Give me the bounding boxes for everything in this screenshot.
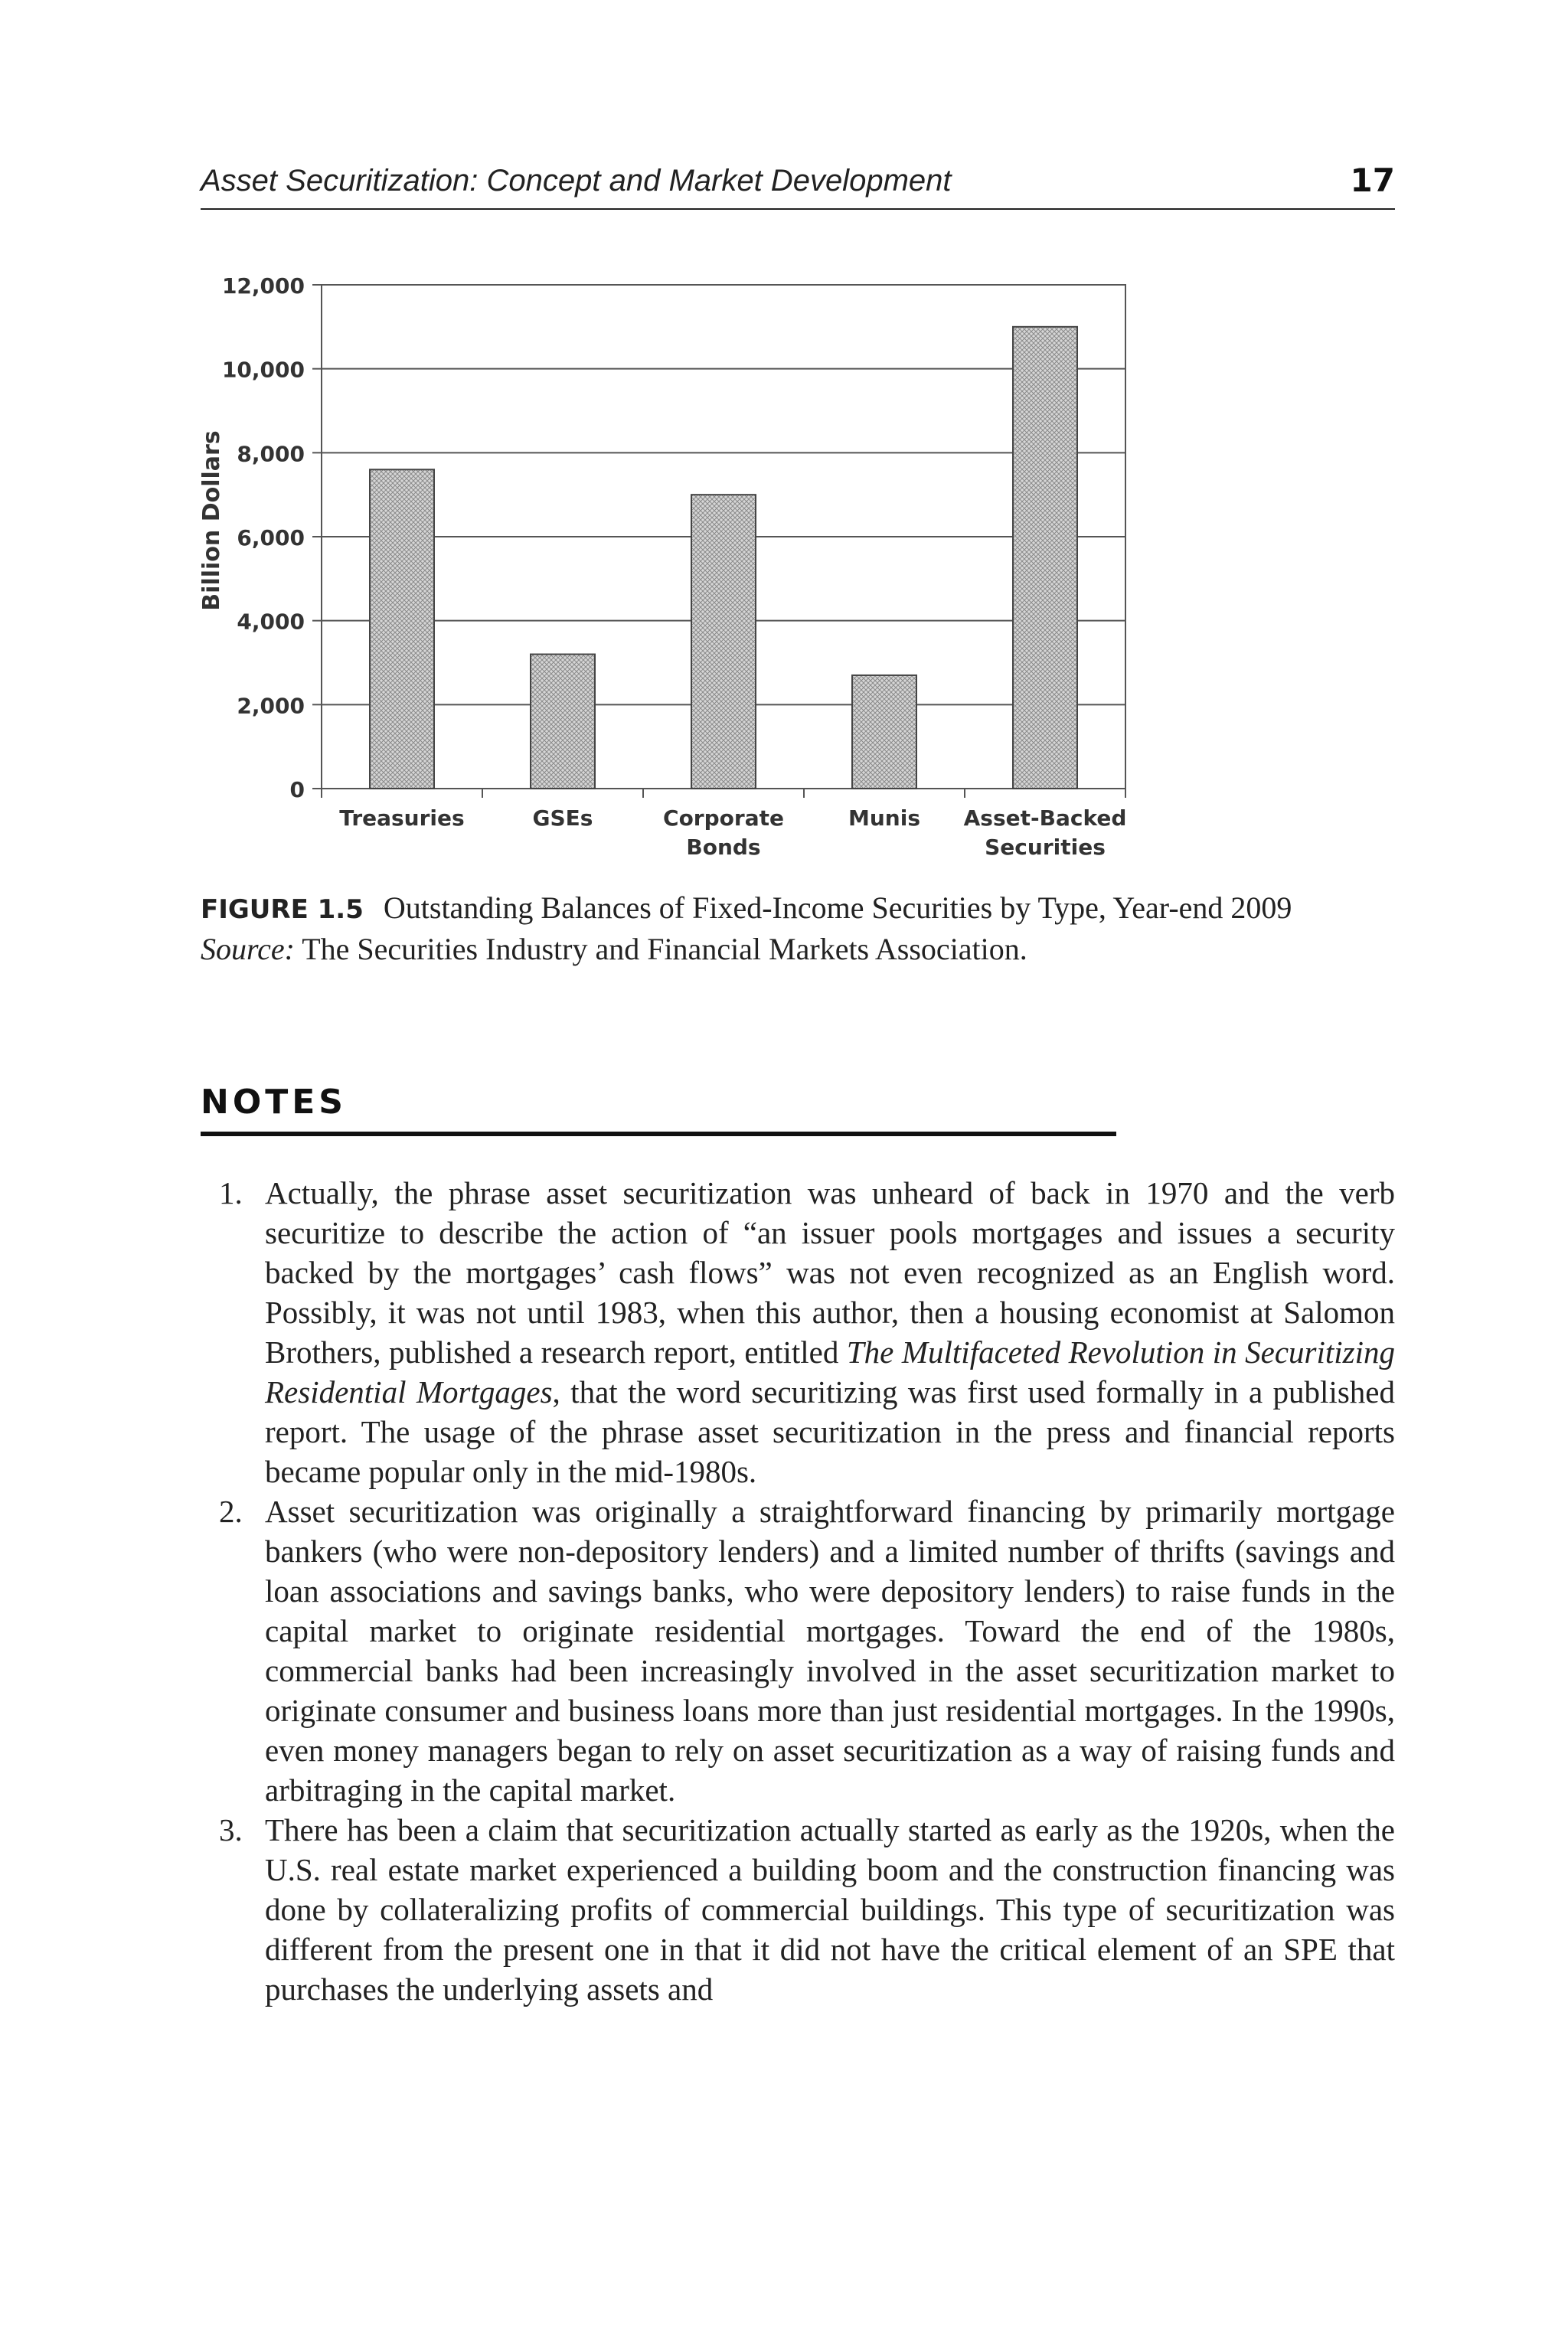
bar — [370, 469, 434, 789]
chart-y-ticks — [222, 273, 322, 802]
notes-heading: NOTES — [201, 1078, 1116, 1136]
figure-label: FIGURE 1.5 — [201, 894, 364, 925]
y-tick-label: 10,000 — [221, 357, 305, 383]
note-item — [201, 1810, 1395, 2009]
page-header — [201, 159, 1395, 210]
note-text: Asset securitization was originally a straightforward financing by primarily mortgage bankers (who were non-depository lenders) and a limited number of thrifts (savings and loan associations and savings banks, who were depository lenders) to raise funds in the capital market to originate residential mortgages. Toward the end of the 1980s, commercial banks had been increasingly involved in the asset securitization market to originate consumer and business loans more than just residential mortgages. In the 1990s, even money managers began to rely on asset securitization as a way of raising funds and arbitraging in the capital market. — [265, 1494, 1395, 1808]
note-item — [201, 1173, 1395, 1491]
y-tick-label: 0 — [289, 777, 305, 802]
bar — [531, 655, 595, 789]
source-label: Source: — [201, 932, 295, 966]
chart-y-axis-label: Billion Dollars — [198, 430, 225, 611]
page-number: 17 — [1350, 162, 1395, 199]
y-tick-label: 6,000 — [237, 525, 305, 550]
y-tick-label: 12,000 — [221, 273, 305, 299]
note-text: Actually, the phrase asset securitization was unheard of back in 1970 and the verb securitize to describe the action of “an issuer pools mortgages and issues a security backed by the mortgages’ cash flows” was not even recognized as an English word. Possibly, it was not until 1983, when this author, then a housing economist at Salomon Brothers, published a research report, entitled — [265, 1175, 1395, 1370]
x-category-label: Corporate — [663, 805, 784, 831]
caption-text: Outstanding Balances of Fixed-Income Securities by Type, Year-end 2009 — [383, 890, 1292, 925]
bar — [852, 675, 916, 789]
bar-chart — [184, 260, 1179, 888]
y-tick-label: 8,000 — [237, 441, 305, 467]
notes-list — [201, 1173, 1395, 2009]
note-item — [201, 1491, 1395, 1810]
bar — [691, 495, 756, 789]
running-title: Asset Securitization: Concept and Market Development — [201, 164, 952, 198]
note-text: There has been a claim that securitization actually started as early as the 1920s, when the U.S. real estate market experienced a building boom and the construction financing was done by collateralizing profits of commercial buildings. This type of securitization was different from the present one in that it did not have the critical element of an SPE that purchases the underlying assets and — [265, 1812, 1395, 2007]
x-category-label: Asset-Backed — [963, 805, 1127, 831]
note-text: , that the word securitizing was first used formally in a published report. The usage of the phrase asset securitization in the press and financial reports became popular only in the mid-1980s. — [265, 1374, 1395, 1489]
note-number: 1. — [219, 1175, 243, 1210]
bar — [1013, 327, 1077, 789]
x-category-label: Securities — [985, 835, 1106, 860]
report-title: The Multifaceted Revolution in Securitizing Residential Mortgages — [265, 1334, 1395, 1410]
x-category-label: GSEs — [532, 805, 593, 831]
x-category-label: Bonds — [686, 835, 761, 860]
caption-line — [201, 888, 1426, 929]
source-line — [201, 929, 1426, 969]
figure-caption — [201, 888, 1426, 969]
y-tick-label: 4,000 — [237, 609, 305, 635]
y-tick-label: 2,000 — [237, 693, 305, 719]
source-text: The Securities Industry and Financial Markets Association. — [302, 932, 1027, 966]
chart-bars — [370, 327, 1077, 789]
note-number: 2. — [219, 1494, 243, 1529]
x-category-label: Treasuries — [339, 805, 465, 831]
chart-x-labels — [322, 789, 1126, 860]
x-category-label: Munis — [848, 805, 920, 831]
note-number: 3. — [219, 1812, 243, 1847]
